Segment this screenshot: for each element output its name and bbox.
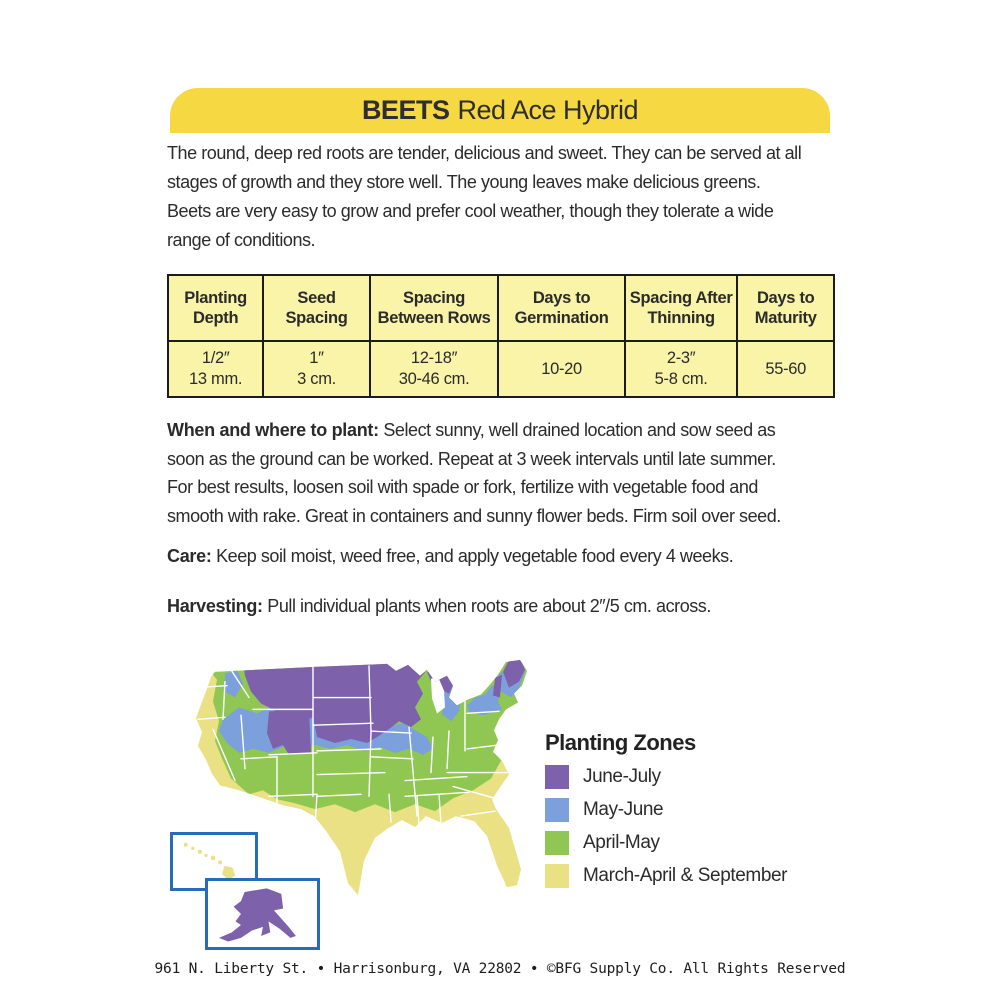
hawaii-islands [184, 843, 235, 880]
paragraph-line: When and where to plant: Select sunny, well drained location and sow seed as [167, 420, 776, 440]
description-line: stages of growth and they store well. The young leaves make delicious greens. [167, 172, 761, 192]
planting-zones-legend [545, 730, 865, 897]
harvesting-paragraph: Harvesting: Pull individual plants when roots are about 2″/5 cm. across. [167, 596, 711, 616]
green-swatch [545, 831, 569, 855]
purple-swatch [545, 765, 569, 789]
care-paragraph: Care: Keep soil moist, weed free, and apply vegetable food every 4 weeks. [167, 546, 734, 566]
legend-item-may-june: May-June [545, 798, 865, 822]
table-header-row [168, 275, 834, 341]
value-days-to-germination: 10-20 [498, 341, 625, 397]
col-days-to-maturity: Days to Maturity [737, 275, 834, 341]
footer-address: 961 N. Liberty St. • Harrisonburg, VA 22802 • ©BFG Supply Co. All Rights Reserved [154, 961, 846, 977]
title-banner [170, 88, 830, 133]
value-seed-spacing: 1″ 3 cm. [263, 341, 370, 397]
blue-swatch [545, 798, 569, 822]
value-spacing-between-rows: 12-18″ 30-46 cm. [370, 341, 499, 397]
legend-item-april-may: April-May [545, 831, 865, 855]
zone-june-july-wyoming [267, 709, 311, 754]
planting-spec-table [167, 274, 835, 398]
us-planting-zones-map [165, 650, 560, 955]
legend-item-march-april-september: March-April & September [545, 864, 865, 888]
legend-item-june-july: June-July [545, 765, 865, 789]
paragraph-line: For best results, loosen soil with spade or fork, fertilize with vegetable food and [167, 477, 758, 497]
variety-name: Red Ace Hybrid [457, 95, 639, 125]
paragraph-line: soon as the ground can be worked. Repeat at 3 week intervals until late summer. [167, 448, 776, 469]
col-spacing-after-thinning: Spacing After Thinning [625, 275, 738, 341]
description-line: Beets are very easy to grow and prefer cool weather, though they tolerate a wide [167, 201, 774, 221]
product-name: BEETS [361, 95, 450, 125]
description-line: The round, deep red roots are tender, delicious and sweet. They can be served at all [167, 143, 802, 163]
value-days-to-maturity: 55-60 [737, 341, 834, 397]
description-line: range of conditions. [167, 230, 316, 250]
col-seed-spacing: Seed Spacing [263, 275, 370, 341]
section-label: When and where to plant: [167, 420, 379, 440]
alaska-map [208, 881, 317, 947]
alaska-inset [205, 878, 320, 950]
alaska-shape [219, 888, 296, 941]
section-label: Care: [167, 546, 212, 566]
col-planting-depth: Planting Depth [168, 275, 263, 341]
yellow-swatch [545, 864, 569, 888]
col-days-to-germination: Days to Germination [498, 275, 625, 341]
paragraph-line: smooth with rake. Great in containers and sunny flower beds. Firm soil over seed. [167, 505, 781, 526]
when-where-paragraph [167, 416, 857, 530]
table-value-row [168, 341, 834, 397]
legend-title: Planting Zones [545, 730, 696, 755]
description-paragraph [167, 139, 857, 255]
value-planting-depth: 1/2″ 13 mm. [168, 341, 263, 397]
section-label: Harvesting: [167, 596, 263, 616]
col-spacing-between-rows: Spacing Between Rows [370, 275, 499, 341]
value-spacing-after-thinning: 2-3″ 5-8 cm. [625, 341, 738, 397]
